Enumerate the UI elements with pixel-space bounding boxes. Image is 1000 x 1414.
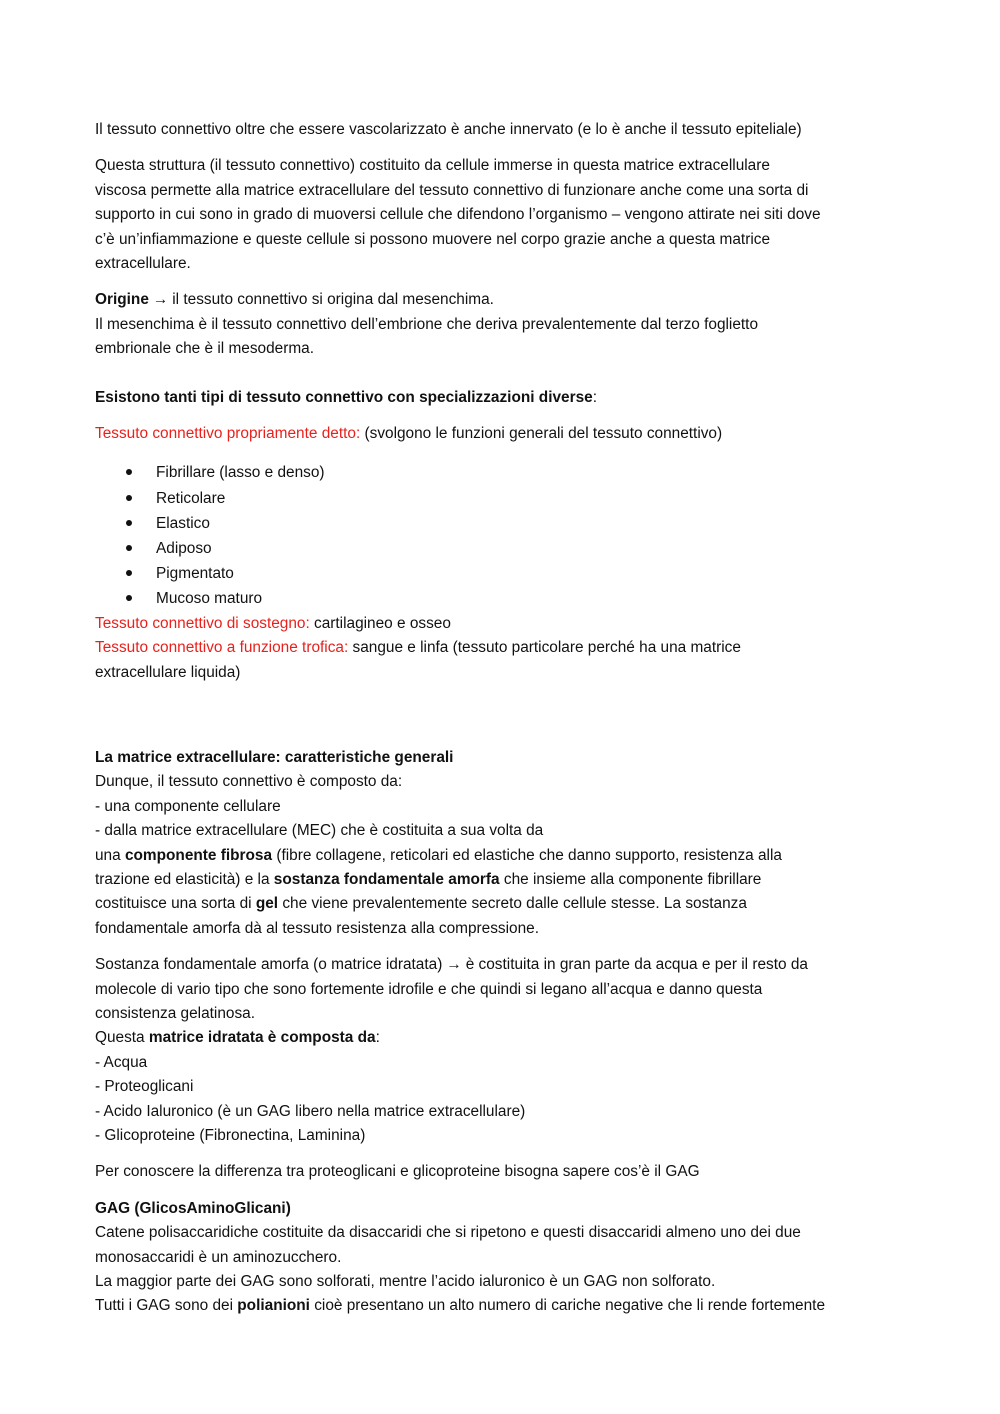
list-item [95, 561, 915, 586]
paragraph-sostegno-trofica [95, 612, 915, 685]
bullet-icon [126, 520, 132, 526]
paragraph-innervazione: Il tessuto connettivo oltre che essere vascolarizzato è anche innervato (e lo è anche il tessuto epiteliale) [95, 121, 802, 138]
list-item-text: Adiposo [156, 540, 212, 558]
trofica-label: Tessuto connettivo a funzione trofica: [95, 639, 349, 657]
text-line: viscosa permette alla matrice extracellulare del tessuto connettivo di funzionare anche come una sorta di [95, 181, 809, 199]
text-bold: gel [255, 895, 279, 913]
text-run: è costituita in gran parte da acqua e per il resto da [465, 956, 808, 974]
heading-matrice: La matrice extracellulare: caratteristiche generali [95, 748, 454, 766]
text-bold: sostanza fondamentale amorfa [273, 870, 500, 888]
text-run: trazione ed elasticità) e la [95, 870, 274, 888]
text-line: supporto in cui sono in grado di muoversi cellule che difendono l’organismo – vengono attirate nei siti dove [95, 206, 821, 224]
sostegno-text: cartilagineo e osseo [309, 614, 451, 632]
list-item [95, 511, 915, 536]
propriamente-text: (svolgono le funzioni generali del tessuto connettivo) [360, 425, 723, 443]
text-run: Questa [95, 1029, 149, 1047]
text-bold: matrice idratata è composta da [148, 1029, 376, 1047]
text-line: Questa struttura (il tessuto connettivo) costituito da cellule immerse in questa matrice extracellulare [95, 157, 770, 175]
heading-gag: GAG (GlicosAminoGlicani) [95, 1199, 291, 1217]
bullet-icon [126, 469, 132, 475]
list-item: - Glicoproteine (Fibronectina, Laminina) [95, 1127, 366, 1144]
list-item [95, 586, 915, 611]
list-item [95, 460, 915, 485]
list-item [95, 486, 915, 511]
text-run: cioè presentano un alto numero di cariche negative che li rende fortemente [309, 1297, 825, 1315]
text-bold: polianioni [237, 1297, 310, 1315]
text-line: Catene polisaccaridiche costituite da disaccaridi che si ripetono e questi disaccaridi almeno uno dei due [95, 1224, 801, 1242]
list-item-text: Pigmentato [156, 565, 234, 583]
text-run: fondamentale amorfa dà al tessuto resistenza alla compressione. [95, 919, 540, 937]
list-item-text: Fibrillare (lasso e denso) [156, 464, 325, 482]
heading-tipi [95, 386, 915, 410]
text-run: Sostanza fondamentale amorfa (o matrice idratata) [95, 956, 443, 974]
origine-label: Origine [95, 291, 149, 309]
tipi-list [95, 460, 915, 611]
bullet-icon [126, 495, 132, 501]
list-item: - Acido Ialuronico (è un GAG libero nella matrice extracellulare) [95, 1102, 526, 1120]
paragraph-origine [95, 288, 915, 361]
document-page [95, 118, 915, 1319]
text-line: - una componente cellulare [95, 797, 281, 815]
text-line: embrionale che è il mesoderma. [95, 340, 314, 358]
text-line: c’è un’infiammazione e queste cellule si possono muovere nel corpo grazie anche a questa matrice [95, 230, 771, 248]
text-line: La maggior parte dei GAG sono solforati, mentre l’acido ialuronico è un GAG non solforato. [95, 1273, 716, 1291]
arrow-right-icon: → [446, 956, 462, 974]
list-item: - Acqua [95, 1053, 148, 1071]
text-line: extracellulare liquida) [95, 663, 241, 681]
text-line: Il mesenchima è il tessuto connettivo dell’embrione che deriva prevalentemente dal terzo foglietto [95, 315, 759, 333]
paragraph-propriamente [95, 422, 915, 446]
list-item-text: Elastico [156, 514, 210, 532]
propriamente-label: Tessuto connettivo propriamente detto: [95, 425, 361, 443]
list-item-text: Mucoso maturo [156, 590, 263, 608]
origine-text: il tessuto connettivo si origina dal mesenchima. [172, 291, 494, 309]
sostegno-label: Tessuto connettivo di sostegno: [95, 614, 310, 632]
text-run: costituisce una sorta di [95, 895, 256, 913]
section-gag [95, 1197, 915, 1319]
bullet-icon [126, 545, 132, 551]
heading-tipi-text: Esistono tanti tipi di tessuto connettivo con specializzazioni diverse [95, 388, 593, 406]
list-item [95, 536, 915, 561]
text-line: - dalla matrice extracellulare (MEC) che è costituita a sua volta da [95, 822, 544, 840]
section-sostanza [95, 953, 915, 1148]
text-line: monosaccaridi è un aminozucchero. [95, 1248, 342, 1266]
text-run: Tutti i GAG sono dei [95, 1297, 238, 1315]
text-line: extracellulare. [95, 255, 191, 273]
text-line: consistenza gelatinosa. [95, 1004, 255, 1022]
text-run: che insieme alla componente fibrillare [499, 870, 762, 888]
text-run: : [375, 1029, 380, 1047]
paragraph-per-conoscere: Per conoscere la differenza tra proteoglicani e glicoproteine bisogna sapere cos’è il GAG [95, 1163, 700, 1181]
text-run: una [95, 846, 125, 864]
text-line: Dunque, il tessuto connettivo è composto da: [95, 773, 403, 791]
text-run: che viene prevalentemente secreto dalle cellule stesse. La sostanza [278, 895, 747, 913]
text-run: (fibre collagene, reticolari ed elastiche che danno supporto, resistenza alla [272, 846, 782, 864]
arrow-right-icon: → [152, 291, 169, 309]
bullet-icon [126, 595, 132, 601]
text-bold: componente fibrosa [124, 846, 273, 864]
list-item-text: Reticolare [156, 489, 226, 507]
paragraph-struttura [95, 154, 915, 276]
trofica-text: sangue e linfa (tessuto particolare perché ha una matrice [348, 639, 741, 657]
heading-tipi-colon: : [592, 388, 597, 406]
list-item: - Proteoglicani [95, 1078, 194, 1096]
text-line: molecole di vario tipo che sono fortemente idrofile e che quindi si legano all’acqua e danno questa [95, 980, 763, 998]
bullet-icon [126, 570, 132, 576]
section-matrice [95, 746, 915, 941]
